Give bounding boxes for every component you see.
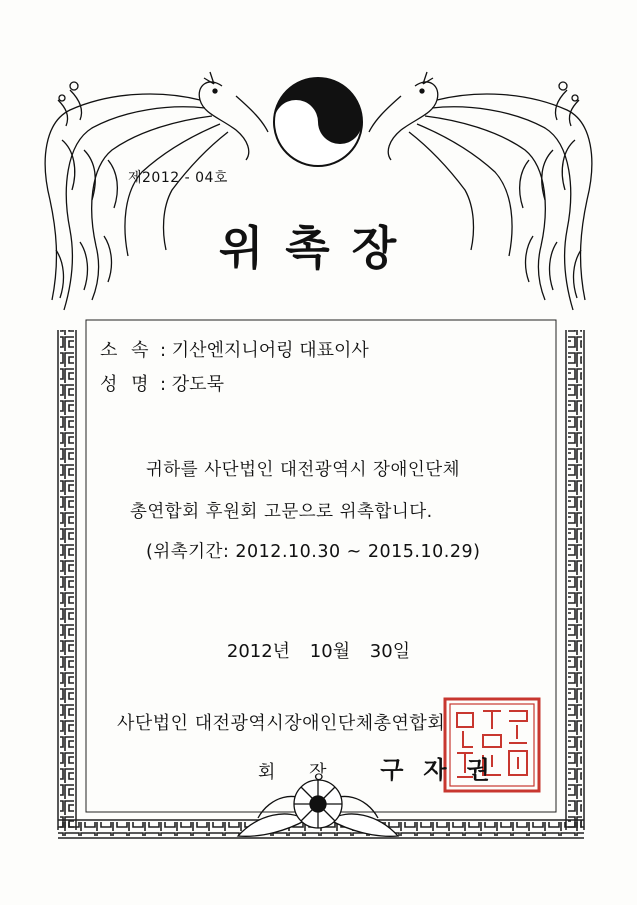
name-row: 성 명 : 강도묵	[100, 370, 224, 396]
representative-signature	[258, 750, 510, 785]
right-border	[566, 330, 584, 830]
left-border	[58, 330, 76, 830]
document-number: 제2012 - 04호	[128, 170, 228, 186]
body-line-1: 귀하를 사단법인 대전광역시 장애인단체	[146, 460, 461, 480]
issue-date: 2012년 10월 30일	[226, 641, 411, 662]
flower-icon	[238, 780, 398, 836]
appointment-period: (위촉기간: 2012.10.30 ~ 2015.10.29)	[146, 542, 481, 562]
taegeuk-icon	[274, 78, 362, 166]
body-line-2: 총연합회 후원회 고문으로 위촉합니다.	[130, 502, 433, 522]
certificate-title: 위촉장	[218, 221, 419, 275]
affiliation-label: 소 속	[100, 340, 153, 361]
affiliation-row: 소 속 : 기산엔지니어링 대표이사	[100, 336, 369, 362]
representative-name: 구자권	[380, 755, 510, 784]
issuing-organization: 사단법인 대전광역시장애인단체총연합회	[117, 713, 446, 734]
name-label: 성 명	[100, 374, 153, 395]
name-value: 강도묵	[171, 374, 224, 395]
representative-role: 회 장	[258, 762, 341, 783]
affiliation-value: 기산엔지니어링 대표이사	[171, 340, 369, 361]
